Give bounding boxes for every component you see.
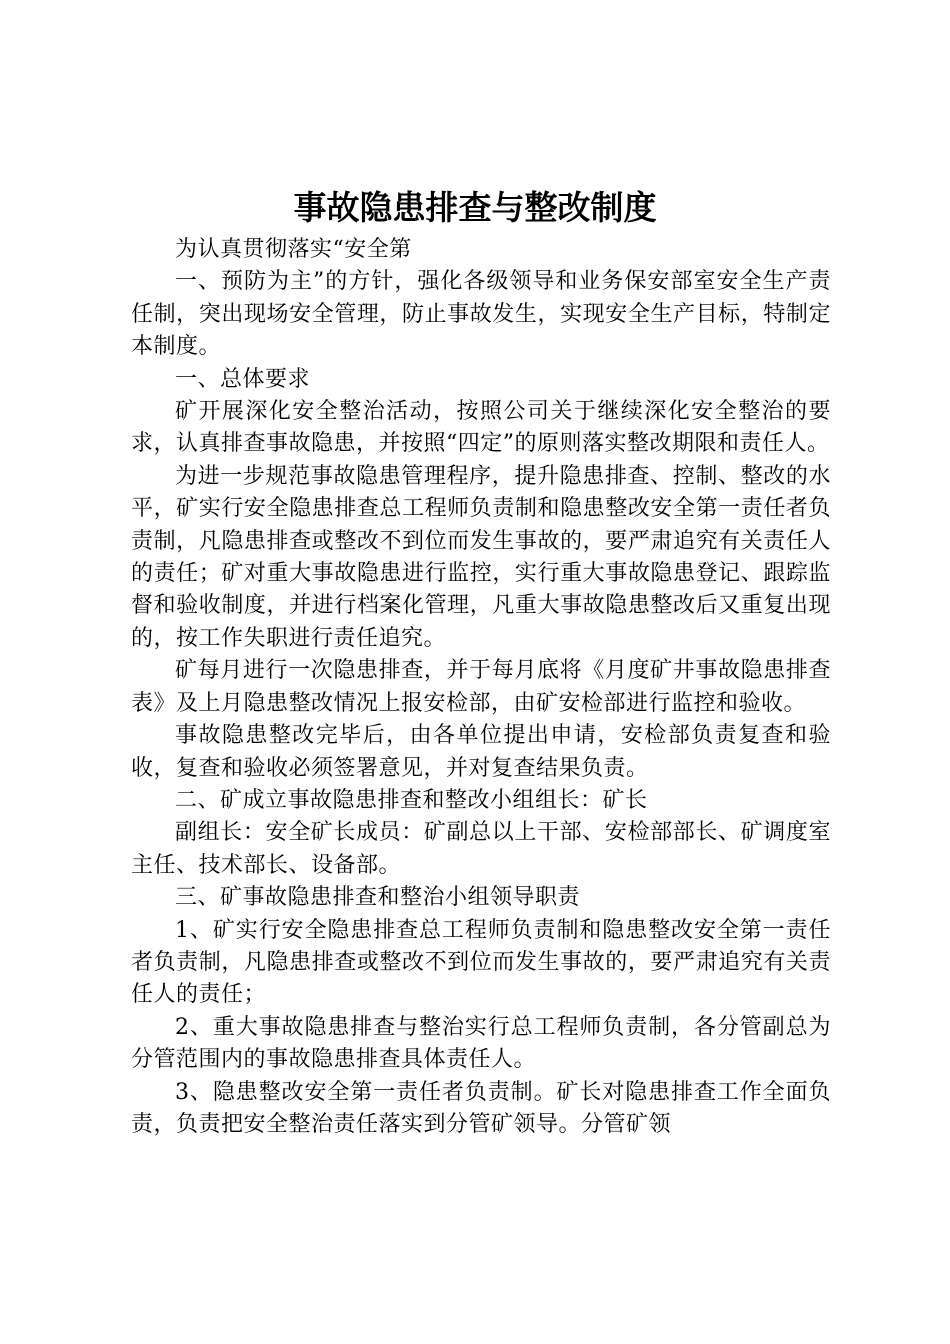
paragraph-duty-3: 3、隐患整改安全第一责任者负责制。矿长对隐患排查工作全面负责，负责把安全整治责任落实到分管矿领导。分管矿领 [131, 1079, 831, 1137]
section-heading-duties: 三、矿事故隐患排查和整治小组领导职责 [175, 885, 581, 911]
paragraph-management-procedure: 为进一步规范事故隐患管理程序，提升隐患排查、控制、整改的水平，矿实行安全隐患排查总工程师负责制和隐患整改安全第一责任者负责制，凡隐患排查或整改不到位而发生事故的，要严肃追究有关责任人的责任；矿对重大事故隐患进行监控，实行重大事故隐患登记、跟踪监督和验收制度，并进行档案化管理，凡重大事故隐患整改后又重复出现的，按工作失职进行责任追究。 [131, 463, 831, 651]
section-heading-general: 一、总体要求 [175, 366, 311, 392]
section-heading-team: 二、矿成立事故隐患排查和整改小组组长：矿长 [175, 787, 648, 813]
paragraph-rectification-campaign: 矿开展深化安全整治活动，按照公司关于继续深化安全整治的要求，认真排查事故隐患，并按照“四定”的原则落实整改期限和责任人。 [131, 399, 831, 457]
paragraph-acceptance: 事故隐患整改完毕后，由各单位提出申请，安检部负责复查和验收，复查和验收必须签署意见，并对复查结果负责。 [131, 723, 831, 781]
document-title: 事故隐患排查与整改制度 [293, 188, 657, 227]
document-body [131, 234, 831, 1141]
paragraph-principle: 一、预防为主”的方针，强化各级领导和业务保安部室安全生产责任制，突出现场安全管理，防止事故发生，实现安全生产目标，特制定本制度。 [131, 269, 831, 360]
paragraph-duty-2: 2、重大事故隐患排查与整治实行总工程师负责制，各分管副总为分管范围内的事故隐患排查具体责任人。 [131, 1014, 831, 1073]
paragraph-duty-1: 1、矿实行安全隐患排查总工程师负责制和隐患整改安全第一责任者负责制，凡隐患排查或整改不到位而发生事故的，要严肃追究有关责任人的责任； [131, 917, 831, 1008]
paragraph-team-members: 副组长：安全矿长成员：矿副总以上干部、安检部部长、矿调度室主任、技术部长、设备部。 [131, 820, 831, 878]
paragraph-monthly-check: 矿每月进行一次隐患排查，并于每月底将《月度矿井事故隐患排查表》及上月隐患整改情况上报安检部，由矿安检部进行监控和验收。 [131, 658, 831, 716]
paragraph-intro: 为认真贯彻落实“安全第 [175, 237, 412, 262]
